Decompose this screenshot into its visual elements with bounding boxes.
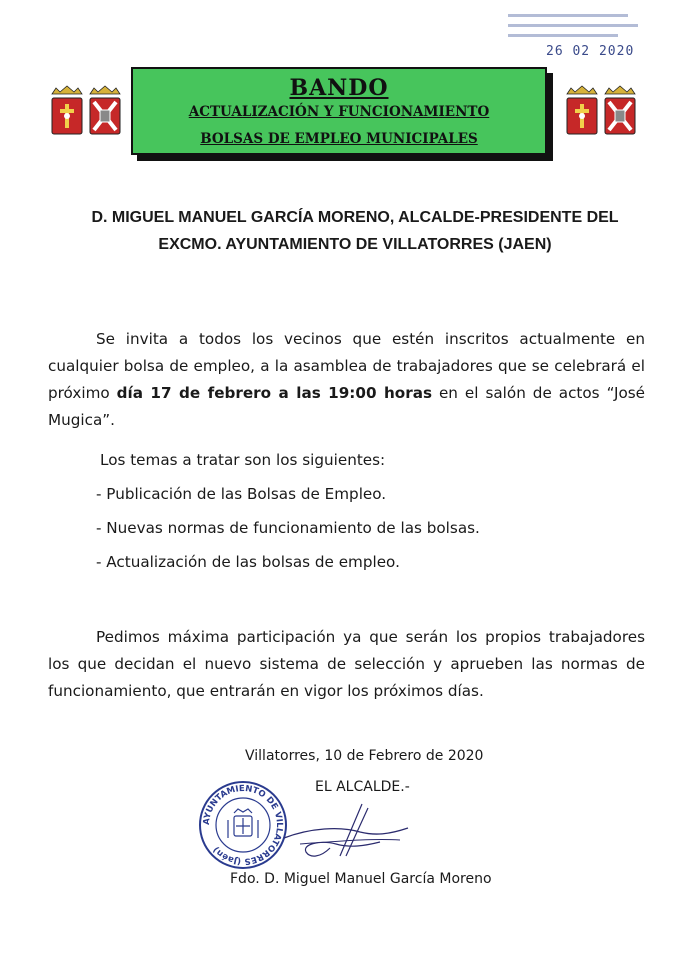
registry-stamp-date: 26 02 2020 bbox=[546, 44, 635, 59]
registry-stamp bbox=[488, 6, 658, 64]
paragraph-participation bbox=[48, 624, 645, 705]
invitation-text-end: en el salón de actos “José Mugica”. bbox=[48, 384, 645, 429]
coat-of-arms-left-icon bbox=[48, 84, 126, 144]
page-heading bbox=[70, 204, 640, 258]
mayor-role: EL ALCALDE.- bbox=[315, 779, 410, 795]
heading-line-1: D. MIGUEL MANUEL GARCÍA MORENO, ALCALDE-PRESIDENTE DEL bbox=[91, 209, 619, 226]
place-date: Villatorres, 10 de Febrero de 2020 bbox=[245, 748, 484, 764]
banner-subtitle: ACTUALIZACIÓN Y FUNCIONAMIENTO bbox=[188, 104, 490, 120]
invitation-date-bold: día 17 de febrero a las 19:00 horas bbox=[116, 384, 432, 402]
topic-item: - Actualización de las bolsas de empleo. bbox=[96, 553, 400, 571]
official-seal-icon bbox=[198, 780, 288, 870]
invitation-text: Se invita a todos los vecinos que estén inscritos actualmente en cualquier bolsa de empleo, a la asamblea de trabajadores que se celebrará el próximo bbox=[48, 330, 645, 402]
participation-text: Pedimos máxima participación ya que serán los propios trabajadores los que decidan el nuevo sistema de selección y aprueben las normas de funcionamiento, que entrarán en vigor los próximos días. bbox=[48, 628, 645, 700]
topic-item: - Nuevas normas de funcionamiento de las bolsas. bbox=[96, 519, 480, 537]
banner-title: BANDO bbox=[289, 75, 389, 101]
paragraph-invitation bbox=[48, 326, 645, 434]
handwritten-signature-icon bbox=[280, 798, 420, 870]
title-banner bbox=[131, 67, 553, 161]
heading-line-2: EXCMO. AYUNTAMIENTO DE VILLATORRES (JAEN) bbox=[158, 236, 552, 253]
topic-item: - Publicación de las Bolsas de Empleo. bbox=[96, 485, 387, 503]
topics-intro: Los temas a tratar son los siguientes: bbox=[100, 451, 386, 469]
banner-subtitle-2: BOLSAS DE EMPLEO MUNICIPALES bbox=[200, 131, 478, 147]
coat-of-arms-right-icon bbox=[563, 84, 641, 144]
svg-text:AYUNTAMIENTO DE VILLATORRES (J: AYUNTAMIENTO DE VILLATORRES (Jaén) bbox=[201, 783, 285, 867]
signature-line: Fdo. D. Miguel Manuel García Moreno bbox=[230, 871, 492, 887]
